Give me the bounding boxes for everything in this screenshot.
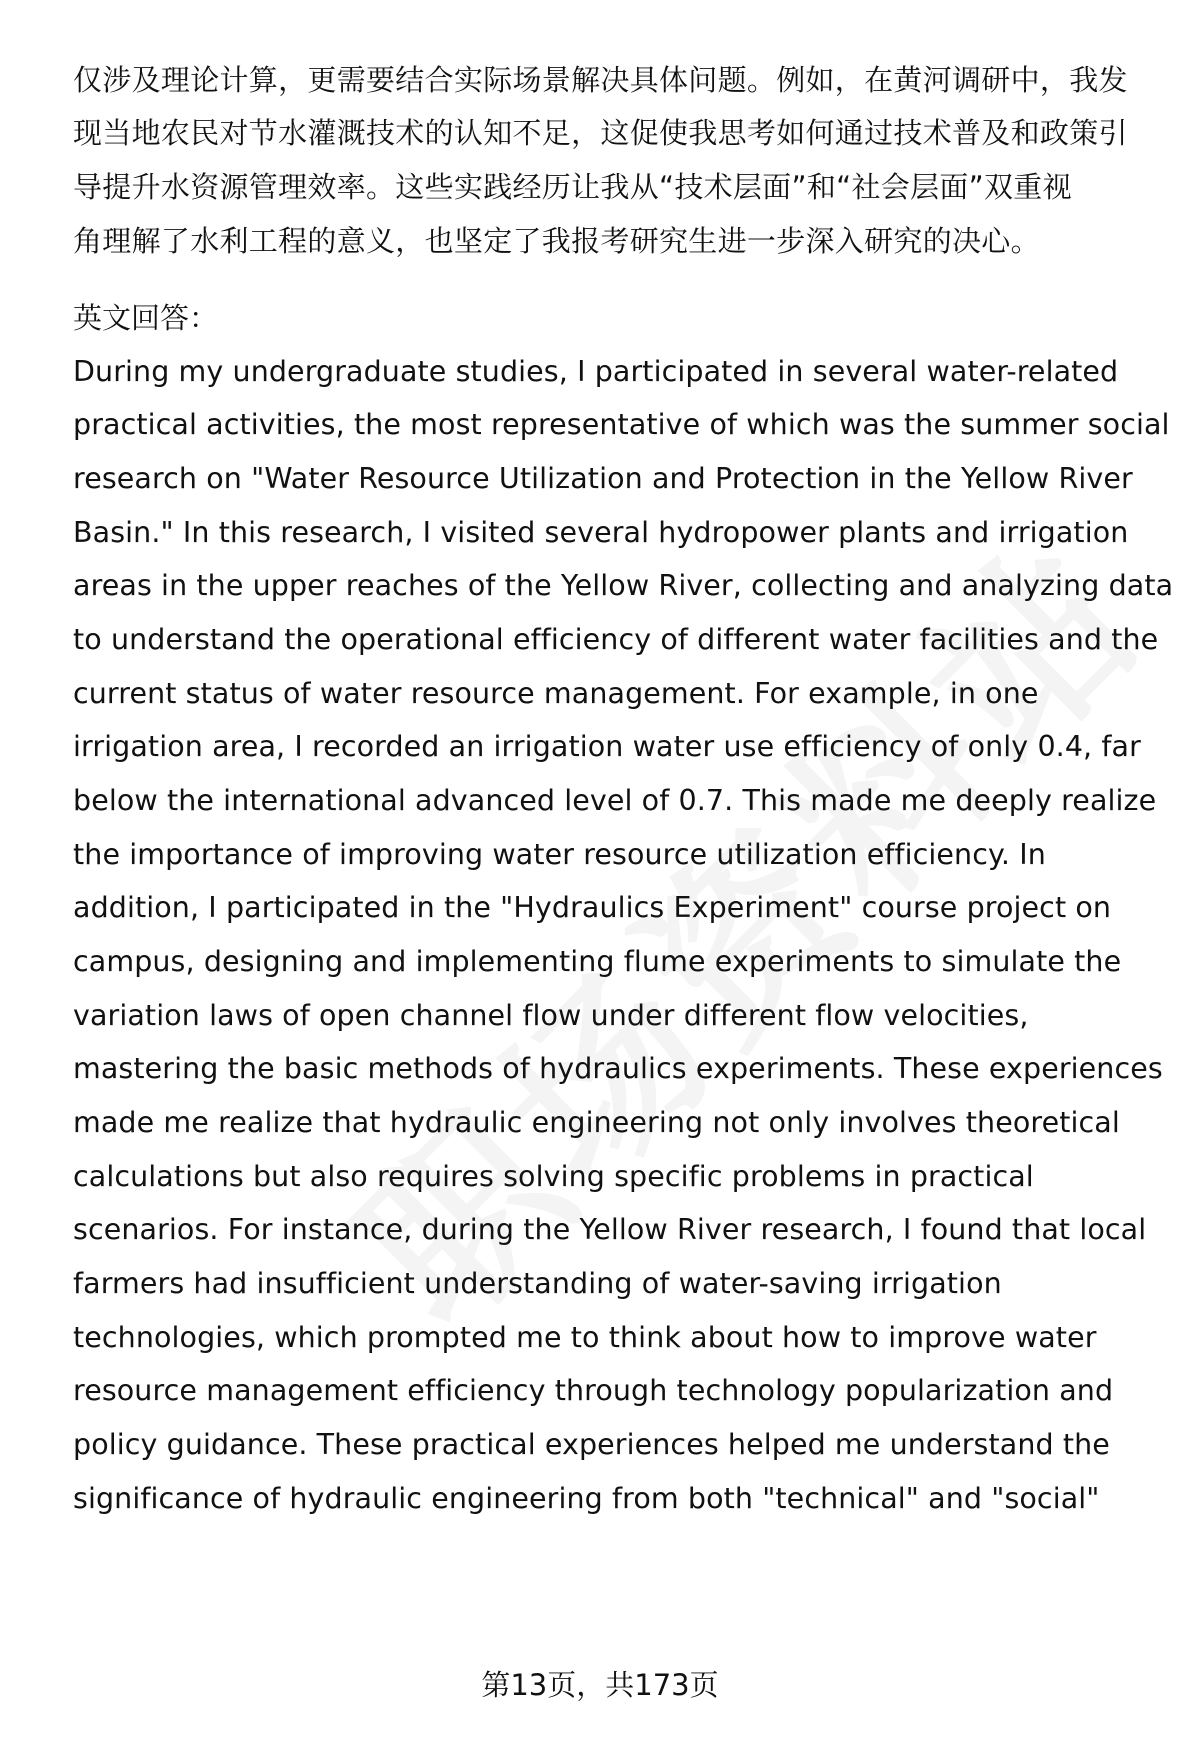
english-line: calculations but also requires solving specific problems in practical [73, 1160, 1034, 1193]
english-line: significance of hydraulic engineering from both "technical" and "social" [73, 1482, 1100, 1515]
chinese-line: 现当地农民对节水灌溉技术的认知不足，这促使我思考如何通过技术普及和政策引 [73, 116, 1128, 150]
english-line: technologies, which prompted me to think about how to improve water [73, 1321, 1097, 1354]
chinese-line: 仅涉及理论计算，更需要结合实际场景解决具体问题。例如，在黄河调研中，我发 [73, 63, 1128, 97]
english-line: the importance of improving water resource utilization efficiency. In [73, 838, 1046, 871]
english-line: current status of water resource management. For example, in one [73, 677, 1039, 710]
english-line: made me realize that hydraulic engineering not only involves theoretical [73, 1106, 1120, 1139]
english-line: variation laws of open channel flow under different flow velocities, [73, 999, 1029, 1032]
english-line: resource management efficiency through technology popularization and [73, 1374, 1114, 1407]
english-line: mastering the basic methods of hydraulics experiments. These experiences [73, 1052, 1163, 1085]
english-line: scenarios. For instance, during the Yellow River research, I found that local [73, 1213, 1147, 1246]
english-line: irrigation area, I recorded an irrigation water use efficiency of only 0.4, far [73, 730, 1141, 763]
english-line: practical activities, the most representative of which was the summer social [73, 408, 1170, 441]
english-line: areas in the upper reaches of the Yellow River, collecting and analyzing data [73, 569, 1174, 602]
english-line: policy guidance. These practical experiences helped me understand the [73, 1428, 1110, 1461]
english-line: campus, designing and implementing flume experiments to simulate the [73, 945, 1122, 978]
english-line: below the international advanced level of 0.7. This made me deeply realize [73, 784, 1157, 817]
chinese-line: 导提升水资源管理效率。这些实践经历让我从“技术层面”和“社会层面”双重视 [73, 170, 1072, 204]
english-line: farmers had insufficient understanding of water-saving irrigation [73, 1267, 1002, 1300]
english-line: Basin." In this research, I visited several hydropower plants and irrigation [73, 516, 1129, 549]
english-line: addition, I participated in the "Hydraulics Experiment" course project on [73, 891, 1112, 924]
page-number-footer: 第13页，共173页 [481, 1668, 719, 1702]
english-line: to understand the operational efficiency of different water facilities and the [73, 623, 1159, 656]
chinese-line: 角理解了水利工程的意义，也坚定了我报考研究生进一步深入研究的决心。 [73, 224, 1040, 258]
english-answer-heading: 英文回答： [73, 301, 219, 335]
english-line: During my undergraduate studies, I participated in several water-related [73, 355, 1119, 388]
english-line: research on "Water Resource Utilization and Protection in the Yellow River [73, 462, 1133, 495]
